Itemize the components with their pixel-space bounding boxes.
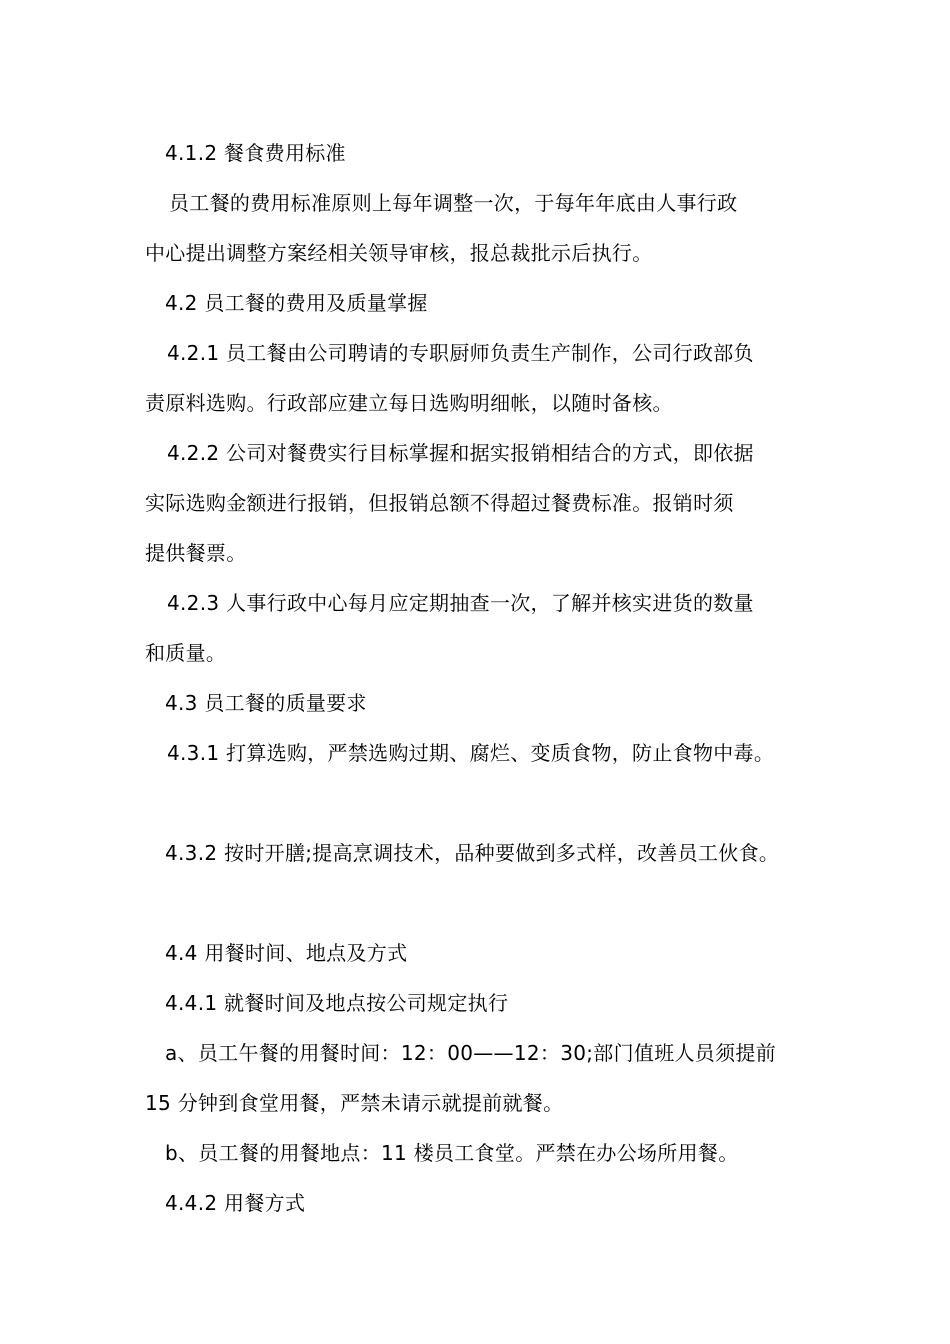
section-heading-4-1-2: 4.1.2 餐食费用标准 bbox=[165, 141, 346, 165]
document-body bbox=[145, 128, 835, 1228]
paragraph-line: 4.3.2 按时开膳;提高烹调技术，品种要做到多式样，改善员工伙食。 bbox=[165, 841, 780, 865]
paragraph-line: 4.2.2 公司对餐费实行目标掌握和据实报销相结合的方式，即依据 bbox=[167, 441, 754, 465]
paragraph-line: b、员工餐的用餐地点：11 楼员工食堂。严禁在办公场所用餐。 bbox=[165, 1141, 739, 1165]
section-heading-4-2: 4.2 员工餐的费用及质量掌握 bbox=[165, 291, 428, 315]
section-heading-4-3: 4.3 员工餐的质量要求 bbox=[165, 691, 367, 715]
section-heading-4-4-2: 4.4.2 用餐方式 bbox=[165, 1191, 306, 1215]
paragraph-line: 和质量。 bbox=[145, 641, 227, 665]
paragraph-line: 中心提出调整方案经相关领导审核，报总裁批示后执行。 bbox=[145, 241, 653, 265]
paragraph-line: 员工餐的费用标准原则上每年调整一次，于每年年底由人事行政 bbox=[169, 191, 738, 215]
paragraph-line: 4.2.1 员工餐由公司聘请的专职厨师负责生产制作，公司行政部负 bbox=[167, 341, 754, 365]
section-heading-4-4: 4.4 用餐时间、地点及方式 bbox=[165, 941, 408, 965]
paragraph-line: 实际选购金额进行报销，但报销总额不得超过餐费标准。报销时须 bbox=[145, 491, 734, 515]
paragraph-line: 责原料选购。行政部应建立每日选购明细帐，以随时备核。 bbox=[145, 391, 673, 415]
paragraph-line: 4.3.1 打算选购，严禁选购过期、腐烂、变质食物，防止食物中毒。 bbox=[167, 741, 775, 765]
paragraph-line: a、员工午餐的用餐时间：12：00——12：30;部门值班人员须提前 bbox=[165, 1041, 776, 1065]
blank-line bbox=[145, 778, 835, 828]
paragraph-line: 4.2.3 人事行政中心每月应定期抽查一次，了解并核实进货的数量 bbox=[167, 591, 754, 615]
paragraph-line: 15 分钟到食堂用餐，严禁未请示就提前就餐。 bbox=[145, 1091, 564, 1115]
paragraph-line: 提供餐票。 bbox=[145, 541, 247, 565]
paragraph-line: 4.4.1 就餐时间及地点按公司规定执行 bbox=[165, 991, 509, 1015]
blank-line bbox=[145, 878, 835, 928]
